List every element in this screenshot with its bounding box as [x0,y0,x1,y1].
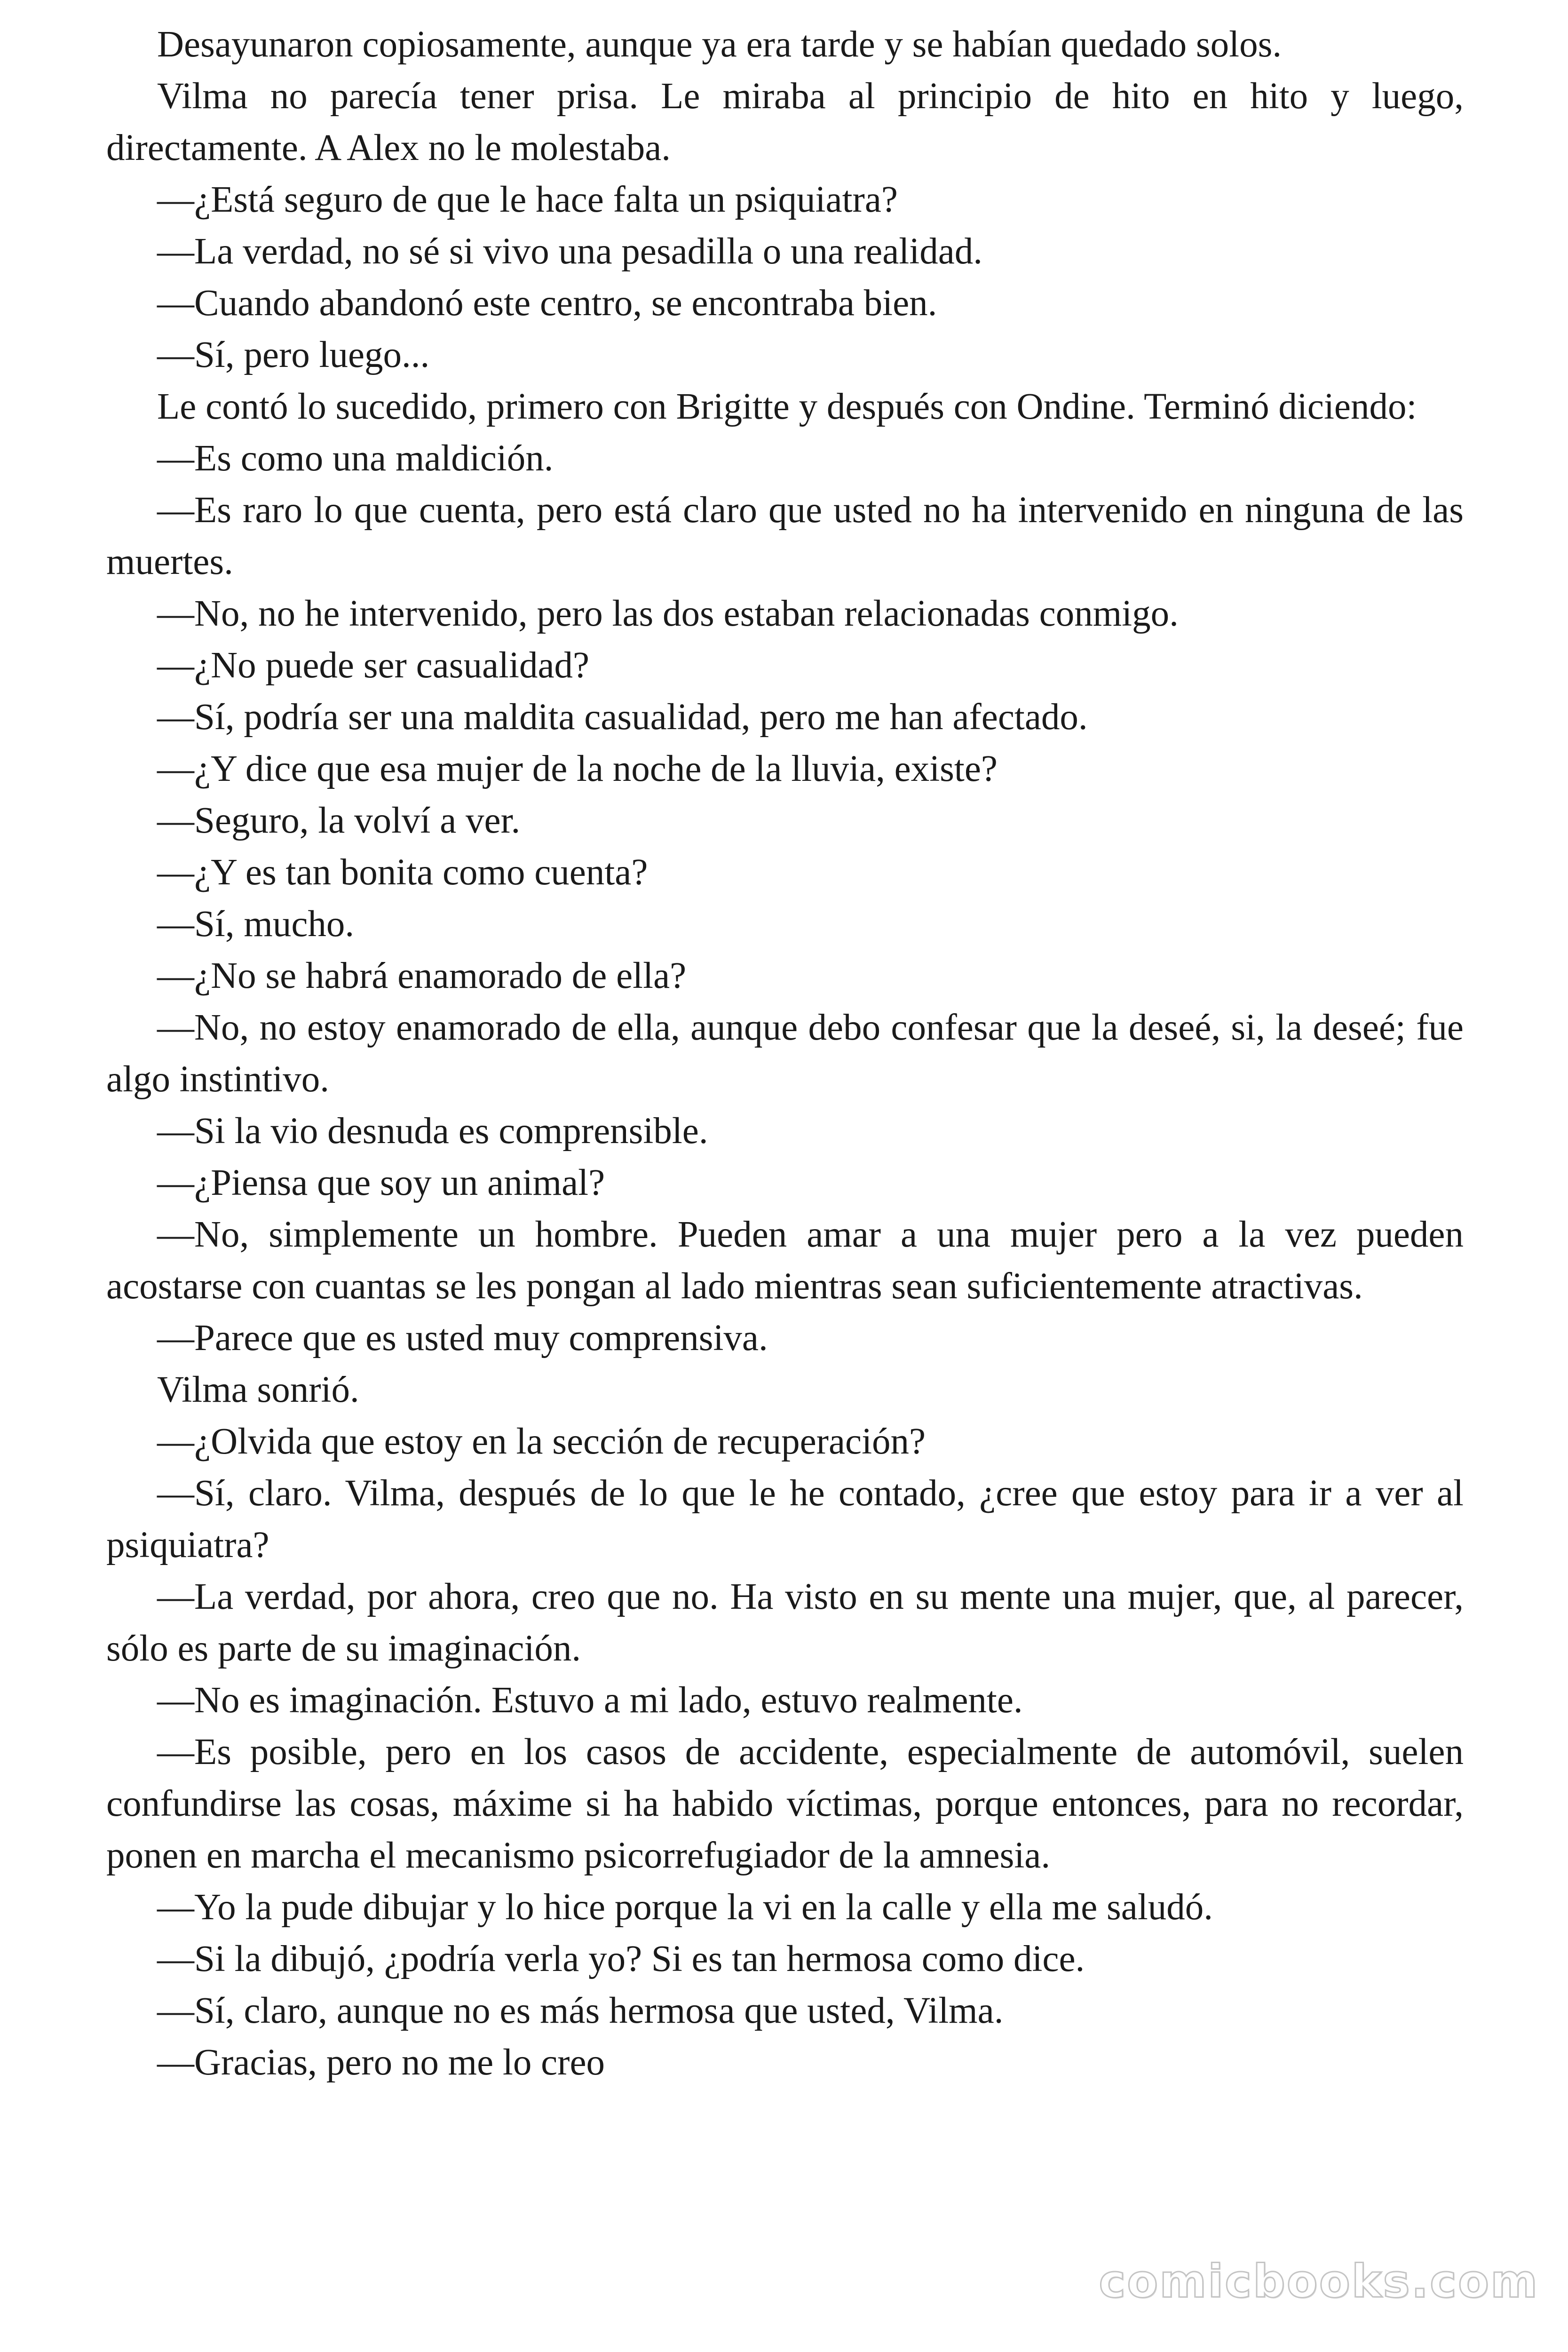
paragraph: —Es posible, pero en los casos de accidente, especialmente de automóvil, suelen confundirse las cosas, máxime si ha habido víctimas, porque entonces, para no recordar, ponen en marcha el mecanismo psicorrefugiador de la amnesia. [106,1732,1464,1876]
paragraph: —¿Olvida que estoy en la sección de recuperación? [157,1421,926,1462]
paragraph: —La verdad, por ahora, creo que no. Ha visto en su mente una mujer, que, al parecer, sólo es parte de su imaginación. [106,1576,1464,1669]
paragraph: —Sí, claro, aunque no es más hermosa que usted, Vilma. [157,1990,1004,2031]
paragraph: —Es raro lo que cuenta, pero está claro que usted no ha intervenido en ninguna de las muertes. [106,490,1464,582]
paragraph: —Sí, claro. Vilma, después de lo que le he contado, ¿cree que estoy para ir a ver al psiquiatra? [106,1473,1464,1565]
paragraph: —Sí, pero luego... [157,334,430,375]
paragraph: —Si la vio desnuda es comprensible. [157,1111,708,1152]
paragraph: —Cuando abandonó este centro, se encontraba bien. [157,283,937,324]
paragraph: —Seguro, la volví a ver. [157,800,521,841]
paragraph: Vilma no parecía tener prisa. Le miraba al principio de hito en hito y luego, directamente. A Alex no le molestaba. [106,76,1464,168]
paragraph: —Es como una maldición. [157,438,554,479]
paragraph: —Yo la pude dibujar y lo hice porque la vi en la calle y ella me saludó. [157,1887,1213,1928]
paragraph: —Parece que es usted muy comprensiva. [157,1318,768,1359]
paragraph: —Sí, mucho. [157,904,355,945]
page-text [106,19,1464,2089]
paragraph: —¿Y dice que esa mujer de la noche de la lluvia, existe? [157,748,998,789]
paragraph: —¿Está seguro de que le hace falta un psiquiatra? [157,179,898,220]
paragraph: —Si la dibujó, ¿podría verla yo? Si es tan hermosa como dice. [157,1939,1085,1979]
paragraph: —No es imaginación. Estuvo a mi lado, estuvo realmente. [157,1680,1023,1721]
paragraph: —¿No puede ser casualidad? [157,645,590,686]
paragraph: —Sí, podría ser una maldita casualidad, pero me han afectado. [157,697,1088,738]
paragraph: —La verdad, no sé si vivo una pesadilla o una realidad. [157,231,983,272]
paragraph: Vilma sonrió. [157,1369,359,1410]
watermark: comicbooks.com [1099,2255,1539,2308]
paragraph: —No, simplemente un hombre. Pueden amar a una mujer pero a la vez pueden acostarse con cuantas se les pongan al lado mientras sean suficientemente atractivas. [106,1214,1464,1307]
paragraph: —No, no estoy enamorado de ella, aunque debo confesar que la deseé, si, la deseé; fue algo instintivo. [106,1007,1464,1100]
paragraph: —No, no he intervenido, pero las dos estaban relacionadas conmigo. [157,593,1179,634]
paragraph: —¿Piensa que soy un animal? [157,1162,605,1203]
paragraph: Le contó lo sucedido, primero con Brigitte y después con Ondine. Terminó diciendo: [157,386,1417,427]
paragraph: —¿Y es tan bonita como cuenta? [157,852,648,893]
paragraph: Desayunaron copiosamente, aunque ya era tarde y se habían quedado solos. [157,24,1282,65]
paragraph: —Gracias, pero no me lo creo [157,2042,605,2083]
paragraph: —¿No se habrá enamorado de ella? [157,955,687,996]
